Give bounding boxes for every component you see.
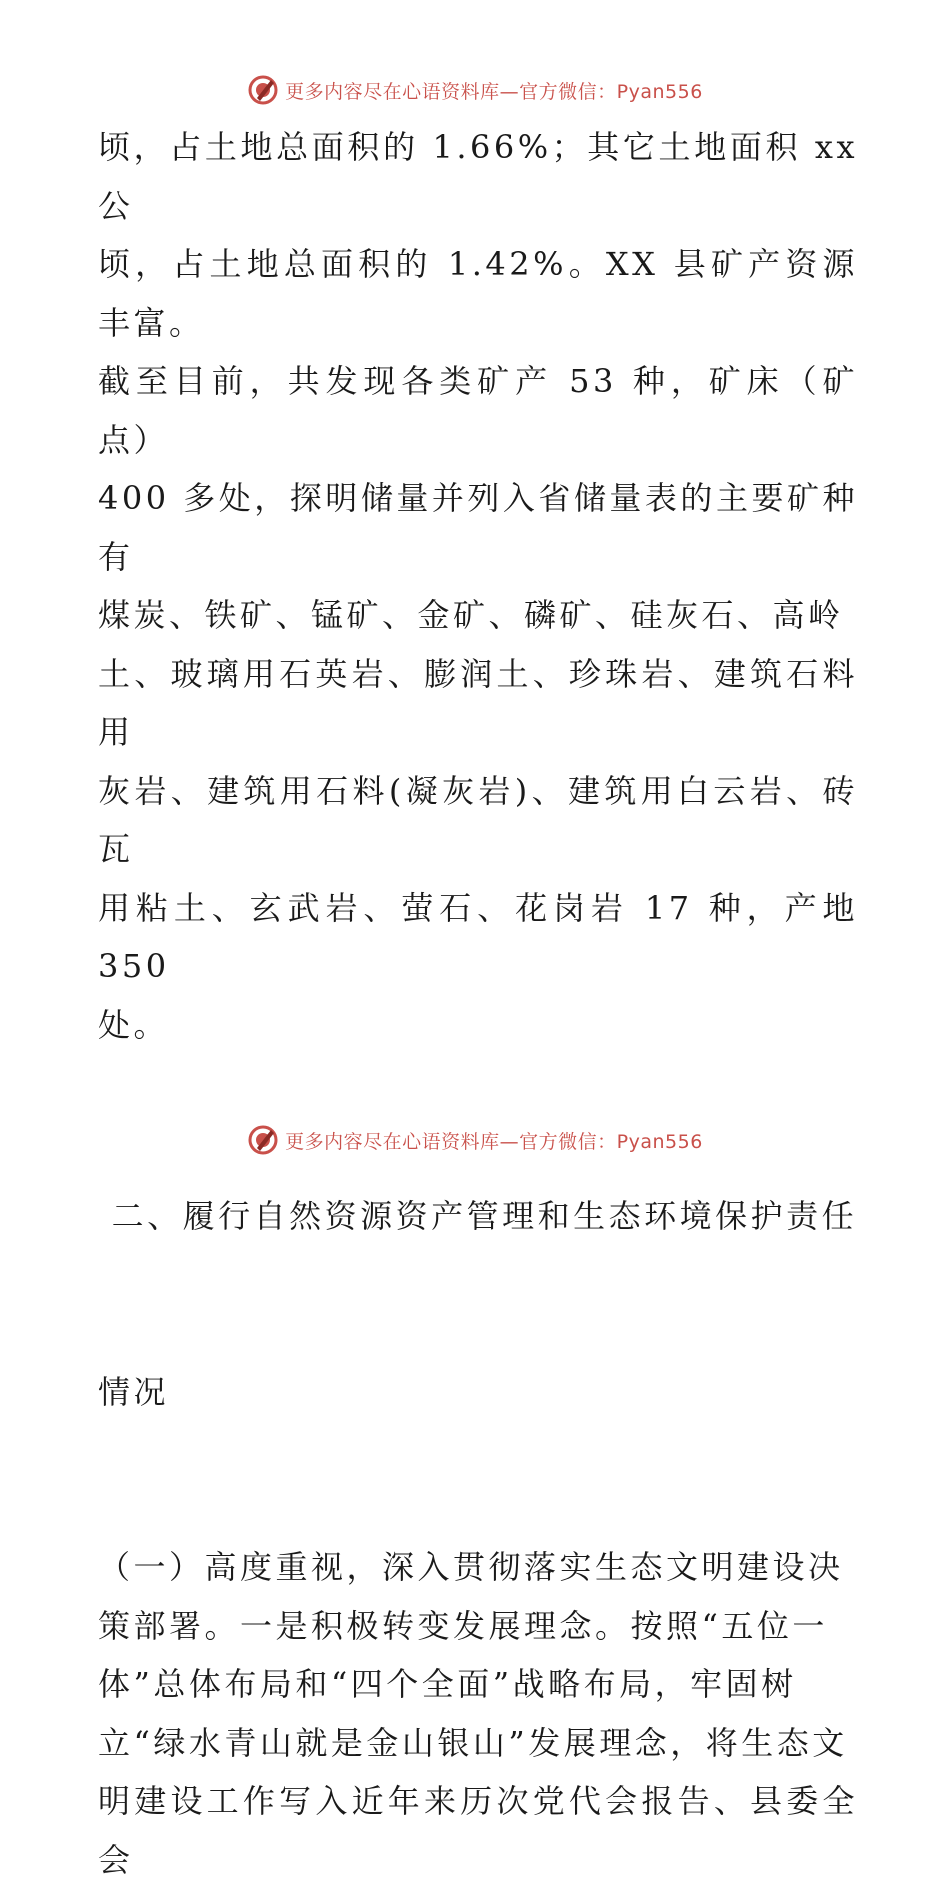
text-line: 灰岩、建筑用石料(凝灰岩)、建筑用白云岩、砖瓦	[98, 771, 858, 868]
text-line: 煤炭、铁矿、锰矿、金矿、磷矿、硅灰石、高岭	[98, 596, 844, 634]
paragraph-land-and-minerals	[98, 118, 858, 1054]
header-watermark	[0, 74, 950, 106]
text-line: （一）高度重视，深入贯彻落实生态文明建设决	[98, 1548, 844, 1586]
pen-circle-icon	[247, 74, 279, 106]
text-line: 体”总体布局和“四个全面”战略布局，牢固树	[98, 1665, 797, 1703]
watermark-text: 更多内容尽在心语资料库—官方微信：Pyan556	[285, 1130, 703, 1153]
text-line: 顷，占土地总面积的 1.66%；其它土地面积 xx 公	[98, 128, 858, 225]
text-line: 顷，占土地总面积的 1.42%。XX 县矿产资源丰富。	[98, 245, 858, 342]
pen-circle-icon	[247, 1124, 279, 1156]
paragraph-ecological-civilization	[98, 1538, 858, 1889]
text-line: 策部署。一是积极转变发展理念。按照“五位一	[98, 1606, 828, 1645]
text-line: 处。	[98, 1005, 170, 1044]
document-body	[98, 118, 858, 1889]
watermark-text: 更多内容尽在心语资料库—官方微信：Pyan556	[285, 80, 703, 103]
heading-line: 二、履行自然资源资产管理和生态环境保护责任	[98, 1197, 858, 1235]
text-line: 用粘土、玄武岩、萤石、花岗岩 17 种，产地 350	[98, 888, 858, 985]
heading-line: 情况	[98, 1372, 170, 1411]
text-line: 立“绿水青山就是金山银山”发展理念，将生态文	[98, 1723, 848, 1762]
text-line: 400 多处，探明储量并列入省储量表的主要矿种有	[98, 479, 858, 576]
text-line: 土、玻璃用石英岩、膨润土、珍珠岩、建筑石料用	[98, 654, 858, 751]
footer-watermark	[0, 1124, 950, 1156]
text-line: 明建设工作写入近年来历次党代会报告、县委全会	[98, 1782, 858, 1879]
text-line: 截至目前，共发现各类矿产 53 种，矿床（矿点）	[98, 362, 858, 459]
